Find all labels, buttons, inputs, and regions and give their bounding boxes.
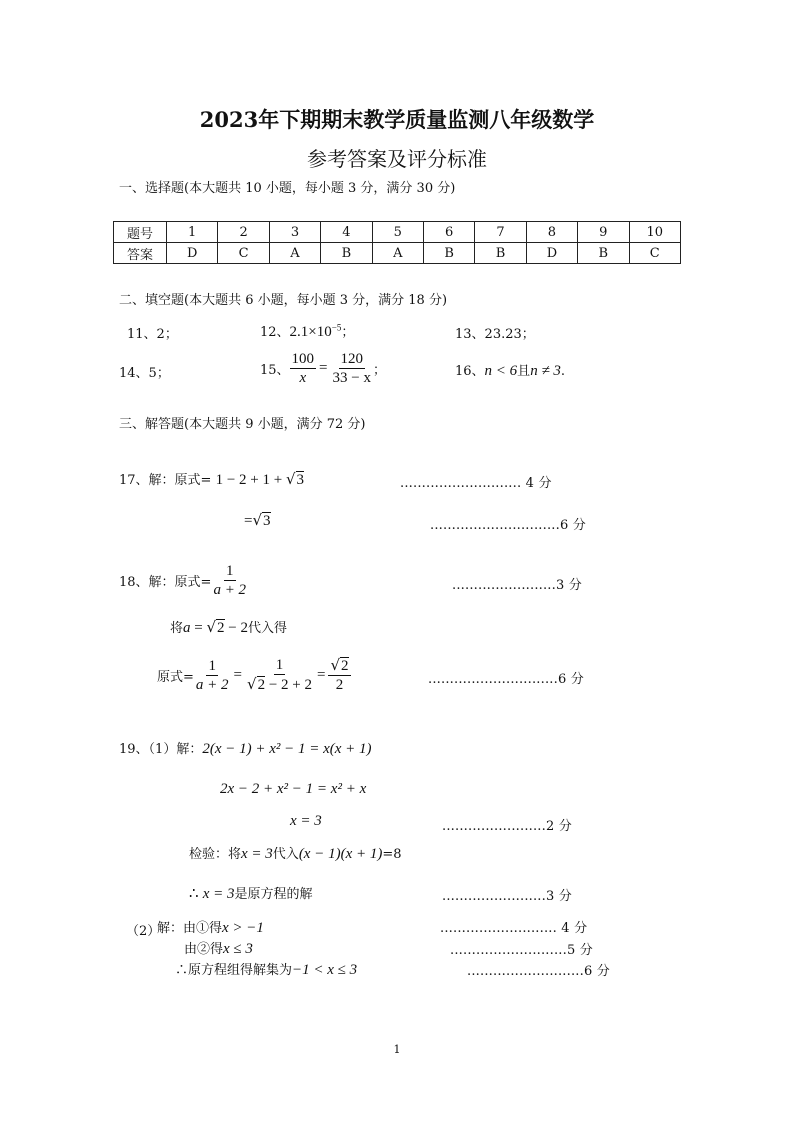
table-cell: B xyxy=(475,243,526,264)
table-header-cell: 答案 xyxy=(114,243,167,264)
q19-p2-score2: ...........................5 分 xyxy=(450,943,593,958)
answer-q14: 14、5； xyxy=(119,366,170,381)
sqrt-icon: √ xyxy=(206,618,217,636)
q18-score2: ..............................6 分 xyxy=(428,672,584,687)
q18-sub-root: 2 xyxy=(217,620,225,636)
q18-f2-den-tail: − 2 + 2 xyxy=(265,677,312,693)
answer-q16 xyxy=(455,360,565,380)
table-cell: D xyxy=(167,243,218,264)
q17-score2: ..............................6 分 xyxy=(430,518,586,533)
q19-p2-l2-expr: x ≤ 3 xyxy=(223,941,253,957)
q19-part1-label: 19、（1）解： xyxy=(119,742,203,757)
q19-conclusion xyxy=(189,883,312,903)
q19-p2-l1-expr: x > −1 xyxy=(222,920,264,936)
table-cell: B xyxy=(321,243,372,264)
q19-p2-l2-text: 由②得 xyxy=(184,942,224,957)
q12-base: 2.1×10 xyxy=(289,324,332,340)
table-cell: 8 xyxy=(526,222,577,243)
q12-label: 12、 xyxy=(260,325,290,340)
table-cell: C xyxy=(629,243,680,264)
q18-label: 18、解：原式= xyxy=(119,575,212,590)
q18-eq2: = xyxy=(316,666,326,683)
q12-tail: ； xyxy=(341,325,355,340)
table-cell: A xyxy=(269,243,320,264)
q18-denominator: a + 2 xyxy=(213,582,247,598)
q19-p2-l3-text: ∴原方程组得解集为 xyxy=(175,963,293,978)
q19-p2-line2 xyxy=(184,938,253,958)
q19-p2-score3: ...........................6 分 xyxy=(467,964,610,979)
q19-eq1: 2(x − 1) + x² − 1 = x(x + 1) xyxy=(202,741,372,757)
q18-numerator: 1 xyxy=(226,563,234,579)
q19-score1: ........................2 分 xyxy=(442,819,572,834)
section1-heading: 一、选择题(本大题共 10 小题，每小题 3 分，满分 30 分) xyxy=(119,181,456,196)
q19-concl-expr: x = 3 xyxy=(202,886,235,902)
q18-f1-num: 1 xyxy=(208,657,216,674)
q18-f1-den: a + 2 xyxy=(195,676,229,693)
table-cell: 9 xyxy=(578,222,629,243)
table-cell: 10 xyxy=(629,222,680,243)
page-title: 2023年下期期末教学质量监测八年级数学 xyxy=(199,107,595,132)
q16-expr1: n < 6 xyxy=(484,363,518,379)
q19-check-expr: x = 3 xyxy=(241,846,273,862)
q16-label: 16、 xyxy=(455,364,485,379)
q18-f3-num xyxy=(328,656,350,676)
q15-equals: = xyxy=(319,360,328,376)
q19-line1 xyxy=(119,738,372,758)
q18-substitution xyxy=(170,617,287,637)
q18-f2 xyxy=(245,656,314,694)
q19-check xyxy=(189,843,402,863)
q18-sub-prefix: 将 xyxy=(170,621,184,636)
q17-line2 xyxy=(244,511,271,530)
q15-denominator-left: x xyxy=(299,370,307,386)
q18-sub-eq: = xyxy=(190,620,207,636)
q19-eq3: x = 3 xyxy=(290,813,322,829)
table-row-answers xyxy=(114,243,681,264)
section2-heading: 二、填空题(本大题共 6 小题，每小题 3 分，满分 18 分) xyxy=(119,293,448,308)
answer-q15 xyxy=(260,350,386,387)
table-cell: 2 xyxy=(218,222,269,243)
table-cell: A xyxy=(372,243,423,264)
sqrt-icon: √ xyxy=(330,656,341,674)
table-cell: 7 xyxy=(475,222,526,243)
q17-line1 xyxy=(119,469,304,489)
q15-numerator-right: 120 xyxy=(340,351,363,367)
table-cell: 3 xyxy=(269,222,320,243)
table-cell: 1 xyxy=(167,222,218,243)
q18-fraction xyxy=(211,562,248,599)
q19-p2-line3 xyxy=(175,959,357,979)
table-cell: D xyxy=(526,243,577,264)
q19-check-result: =8 xyxy=(382,847,402,862)
q17-label: 17、解：原式= xyxy=(119,473,212,488)
answer-table xyxy=(113,221,681,264)
answer-q13: 13、23.23； xyxy=(455,327,535,342)
q18-score1: ........................3 分 xyxy=(452,578,582,593)
q18-sub-var: a xyxy=(183,620,191,636)
q15-fraction-right xyxy=(331,350,373,387)
q17-root1: 3 xyxy=(296,472,305,488)
table-cell: 4 xyxy=(321,222,372,243)
q18-f2-num: 1 xyxy=(275,657,284,673)
table-cell: 6 xyxy=(423,222,474,243)
q18-eq1: = xyxy=(233,666,242,683)
q19-check-expr2: (x − 1)(x + 1) xyxy=(298,846,383,862)
table-cell: 5 xyxy=(372,222,423,243)
sqrt-icon: √ xyxy=(252,511,263,529)
q19-part2-label: （2） xyxy=(126,924,161,939)
q18-line3-label: 原式= xyxy=(157,669,194,685)
therefore-icon: ∴ xyxy=(189,886,199,902)
q18-f3-den: 2 xyxy=(335,677,344,693)
table-cell: C xyxy=(218,243,269,264)
q18-sub-tail: − 2 xyxy=(224,620,249,636)
q19-p2-score1: ........................... 4 分 xyxy=(440,921,588,936)
q15-denominator-right: 33 − x xyxy=(332,370,371,386)
sqrt-icon: √ xyxy=(285,470,296,488)
q16-and: 且 xyxy=(517,364,531,379)
q18-f3-num-root: 2 xyxy=(341,658,349,674)
q18-sub-suffix: 代入得 xyxy=(248,621,288,636)
q18-line3 xyxy=(157,656,351,694)
q19-concl-text: 是原方程的解 xyxy=(234,887,313,902)
q19-p2-line1 xyxy=(157,917,264,937)
q19-check-mid: 代入 xyxy=(272,847,299,862)
q18-f2-den-root: 2 xyxy=(257,677,266,693)
q16-expr2: n ≠ 3 xyxy=(530,363,561,379)
answer-q12 xyxy=(260,321,354,341)
q19-score2: ........................3 分 xyxy=(442,889,572,904)
q19-p2-l3-expr: −1 < x ≤ 3 xyxy=(292,962,358,978)
sqrt-icon: √ xyxy=(247,675,257,693)
answer-q11: 11、2； xyxy=(127,327,178,342)
page-subtitle: 参考答案及评分标准 xyxy=(307,147,487,171)
q12-exponent: −5 xyxy=(331,322,342,333)
q15-label: 15、 xyxy=(260,363,290,378)
q16-tail: . xyxy=(560,364,566,379)
table-cell: B xyxy=(423,243,474,264)
q15-numerator-left: 100 xyxy=(291,351,315,367)
q18-line1 xyxy=(119,562,248,599)
q15-tail: ； xyxy=(372,363,386,378)
section3-heading: 三、解答题(本大题共 9 小题，满分 72 分) xyxy=(119,417,366,432)
q15-fraction-left xyxy=(290,350,317,387)
table-row-numbers xyxy=(114,222,681,243)
q18-f2-den xyxy=(245,675,314,694)
q17-equals: = xyxy=(244,513,253,529)
q19-p2-l1-text: 解：由①得 xyxy=(157,921,223,936)
table-header-cell: 题号 xyxy=(114,222,167,243)
q17-expr: 1 − 2 + 1 + xyxy=(215,472,286,488)
q19-check-label: 检验：将 xyxy=(189,847,242,862)
q17-root2: 3 xyxy=(263,513,271,529)
page-number: 1 xyxy=(393,1043,401,1056)
q18-f3 xyxy=(328,656,350,694)
q17-score1: ............................ 4 分 xyxy=(400,476,552,491)
q19-eq2: 2x − 2 + x² − 1 = x² + x xyxy=(220,781,367,797)
table-cell: B xyxy=(578,243,629,264)
q18-f1 xyxy=(194,657,231,694)
